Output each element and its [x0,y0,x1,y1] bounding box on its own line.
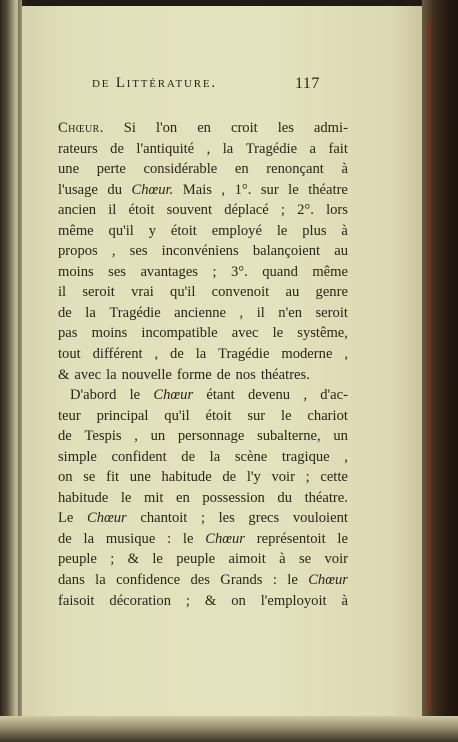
word: perte [96,161,126,178]
word: étoit [128,202,155,219]
word: théatre. [304,489,348,506]
word: D'abord [70,387,117,404]
word: une [58,161,80,178]
word: la [222,140,234,157]
text-line [58,406,348,427]
word: le [281,407,292,424]
word: du [277,489,292,506]
word: ; [212,263,217,280]
word: même [312,263,348,280]
word: Tragédie [218,346,270,363]
word: de [181,448,196,465]
word: chariot [307,407,348,424]
text-line [58,508,348,529]
word: avec [231,325,259,342]
word: de [58,304,72,321]
word: Mais [182,181,212,198]
word: avantages [140,263,198,280]
word: l'on [155,120,178,136]
word: en [197,120,211,136]
word: souvent [166,202,213,219]
word: quand [262,263,298,280]
word: ; [200,510,206,527]
word: 2°. [297,202,314,219]
word: , [134,428,138,445]
word: admi- [313,120,348,136]
word: le [129,387,141,404]
word: principal [96,407,149,424]
word: déplacé [224,202,269,219]
word: Si [123,120,136,136]
word: fait [328,140,348,157]
word: ; [305,469,310,486]
text-line [58,549,348,570]
word: subalterne, [257,428,321,445]
word: Chœur [87,510,127,527]
word: rateurs [58,140,98,157]
word: un [333,428,348,445]
word: nos [235,366,256,383]
word: n'en [278,304,302,321]
word: le [337,530,348,547]
word: & [204,592,217,609]
text-line [58,303,348,324]
word: de [58,530,72,547]
word: pas [58,325,78,342]
word: 1°. [234,181,252,198]
word: la [83,530,95,547]
word: dans [58,572,85,589]
word: fit [106,469,120,486]
running-title: de Littérature. [92,75,217,91]
word: ses [108,263,126,280]
word: la [106,366,117,383]
word: moins [58,263,94,280]
word: qu'il [170,284,196,301]
word: on [58,469,73,486]
word: tout [58,346,81,363]
body-text [58,118,348,611]
word: possession [202,489,265,506]
word: étoit [170,222,197,239]
word: vouloient [292,510,348,527]
word: de [216,366,231,383]
word: Chœur. [58,120,104,136]
word: en [176,489,190,506]
word: étoit [205,407,232,424]
word: , [344,448,348,465]
word: , [344,346,348,363]
word: ; [185,592,190,609]
book-fore-edge [422,0,458,742]
word: théatres. [260,366,310,383]
word: mit [143,489,164,506]
word: l'y [246,469,261,486]
word: l'usage [58,181,98,198]
text-line [58,159,348,180]
word: les [277,120,294,136]
word: employé [211,222,262,239]
word: de [110,140,124,157]
word: teur [58,407,81,424]
text-line [58,426,348,447]
word: scène [234,448,268,465]
word: Chœur [153,387,194,404]
word: renonçant [266,161,324,178]
word: qu'il [164,407,190,424]
word: qu'il [108,222,134,239]
text-line [58,241,348,262]
word: le [272,325,284,342]
text-line [58,385,348,406]
word: Tragédie [245,140,298,157]
word: décoration [109,592,171,609]
word: au [334,243,348,260]
word: moins [91,325,128,342]
word: le [182,530,194,547]
text-line [58,262,348,283]
word: chantoit [140,510,188,527]
word: un [150,428,166,445]
word: Chœur [308,572,348,589]
page-number: 117 [295,75,320,92]
word: nouvelle [121,366,172,383]
word: personnage [177,428,245,445]
text-line [58,118,348,139]
word: ; [110,551,115,568]
word: tragique [281,448,330,465]
word: incompatible [141,325,218,342]
word: différent [92,346,143,363]
word: grecs [248,510,280,527]
text-line [58,180,348,201]
word: se [298,551,312,568]
word: à [279,551,286,568]
word: seroit [315,304,348,321]
word: , [111,243,116,260]
text-line [58,488,348,509]
word: voir [324,551,348,568]
word: sur [260,181,279,198]
word: cette [320,469,348,486]
word: peuple [58,551,97,568]
word: inconvéniens [161,243,239,260]
word: confidence [116,572,181,589]
word: du [107,181,122,198]
word: : [272,572,277,589]
word: le [287,572,298,589]
word: musique [105,530,156,547]
word: le [288,181,299,198]
word: étant [206,387,235,404]
word: voir [271,469,295,486]
word: le [120,489,132,506]
word: plus [302,222,327,239]
word: seroit [82,284,115,301]
word: de [222,469,237,486]
word: le [152,551,163,568]
text-line [58,529,348,550]
word: d'ac- [320,387,348,404]
word: forme [176,366,212,383]
word: Le [58,510,74,527]
word: ; [280,202,285,219]
text-line [58,344,348,365]
word: Chœur [205,530,245,547]
word: le [276,222,288,239]
text-line [58,570,348,591]
word: théatre [308,181,348,198]
word: l'employoit [260,592,327,609]
word: , [303,387,307,404]
page-header [92,75,322,95]
word: à [341,222,348,239]
word: la [195,346,207,363]
word: en [234,161,249,178]
paragraph [58,118,348,385]
word: systême, [297,325,348,342]
word: Tespis [84,428,122,445]
paragraph [58,385,348,611]
word: l'antiquité [136,140,195,157]
word: à [341,161,348,178]
word: devenu [247,387,291,404]
word: convenoit [211,284,270,301]
word: sur [247,407,266,424]
word: des [190,572,210,589]
word: ancienne [174,304,227,321]
word: habitude [161,469,212,486]
text-line [58,591,348,612]
text-line [58,365,348,386]
word: simple [58,448,97,465]
word: : [167,530,172,547]
word: balançoient [252,243,321,260]
word: se [83,469,96,486]
word: ses [129,243,148,260]
word: une [129,469,151,486]
word: habitude [58,489,109,506]
text-line [58,467,348,488]
word: peuple [176,551,216,568]
text-line [58,200,348,221]
word: ancien [58,202,97,219]
word: propos [58,243,98,260]
word: considérable [143,161,218,178]
word: représentoit [256,530,326,547]
word: à [341,592,348,609]
word: , [206,140,211,157]
word: il [108,202,117,219]
word: avec [74,366,102,383]
word: & [127,551,140,568]
page-bottom-edge [0,716,458,742]
word: au [285,284,300,301]
word: même [58,222,94,239]
word: Chœur. [131,181,174,198]
word: a [309,140,316,157]
word: faisoit [58,592,95,609]
text-line [58,221,348,242]
word: les [218,510,235,527]
word: , [154,346,159,363]
word: la [95,572,106,589]
word: genre [315,284,348,301]
word: & [58,366,70,383]
text-line [58,139,348,160]
word: moderne [281,346,333,363]
word: , [221,181,226,198]
text-line [58,323,348,344]
word: la [209,448,221,465]
word: on [231,592,246,609]
word: il [256,304,265,321]
word: croit [230,120,258,136]
word: confident [111,448,167,465]
word: de [58,428,72,445]
word: y [148,222,157,239]
word: Grands [220,572,263,589]
word: il [58,284,67,301]
text-line [58,282,348,303]
word: de [170,346,184,363]
word: aimoit [228,551,266,568]
word: Tragédie [109,304,161,321]
word: lors [326,202,348,219]
word: , [239,304,244,321]
word: vrai [131,284,154,301]
text-line [58,447,348,468]
word: 3°. [230,263,248,280]
word: la [85,304,96,321]
